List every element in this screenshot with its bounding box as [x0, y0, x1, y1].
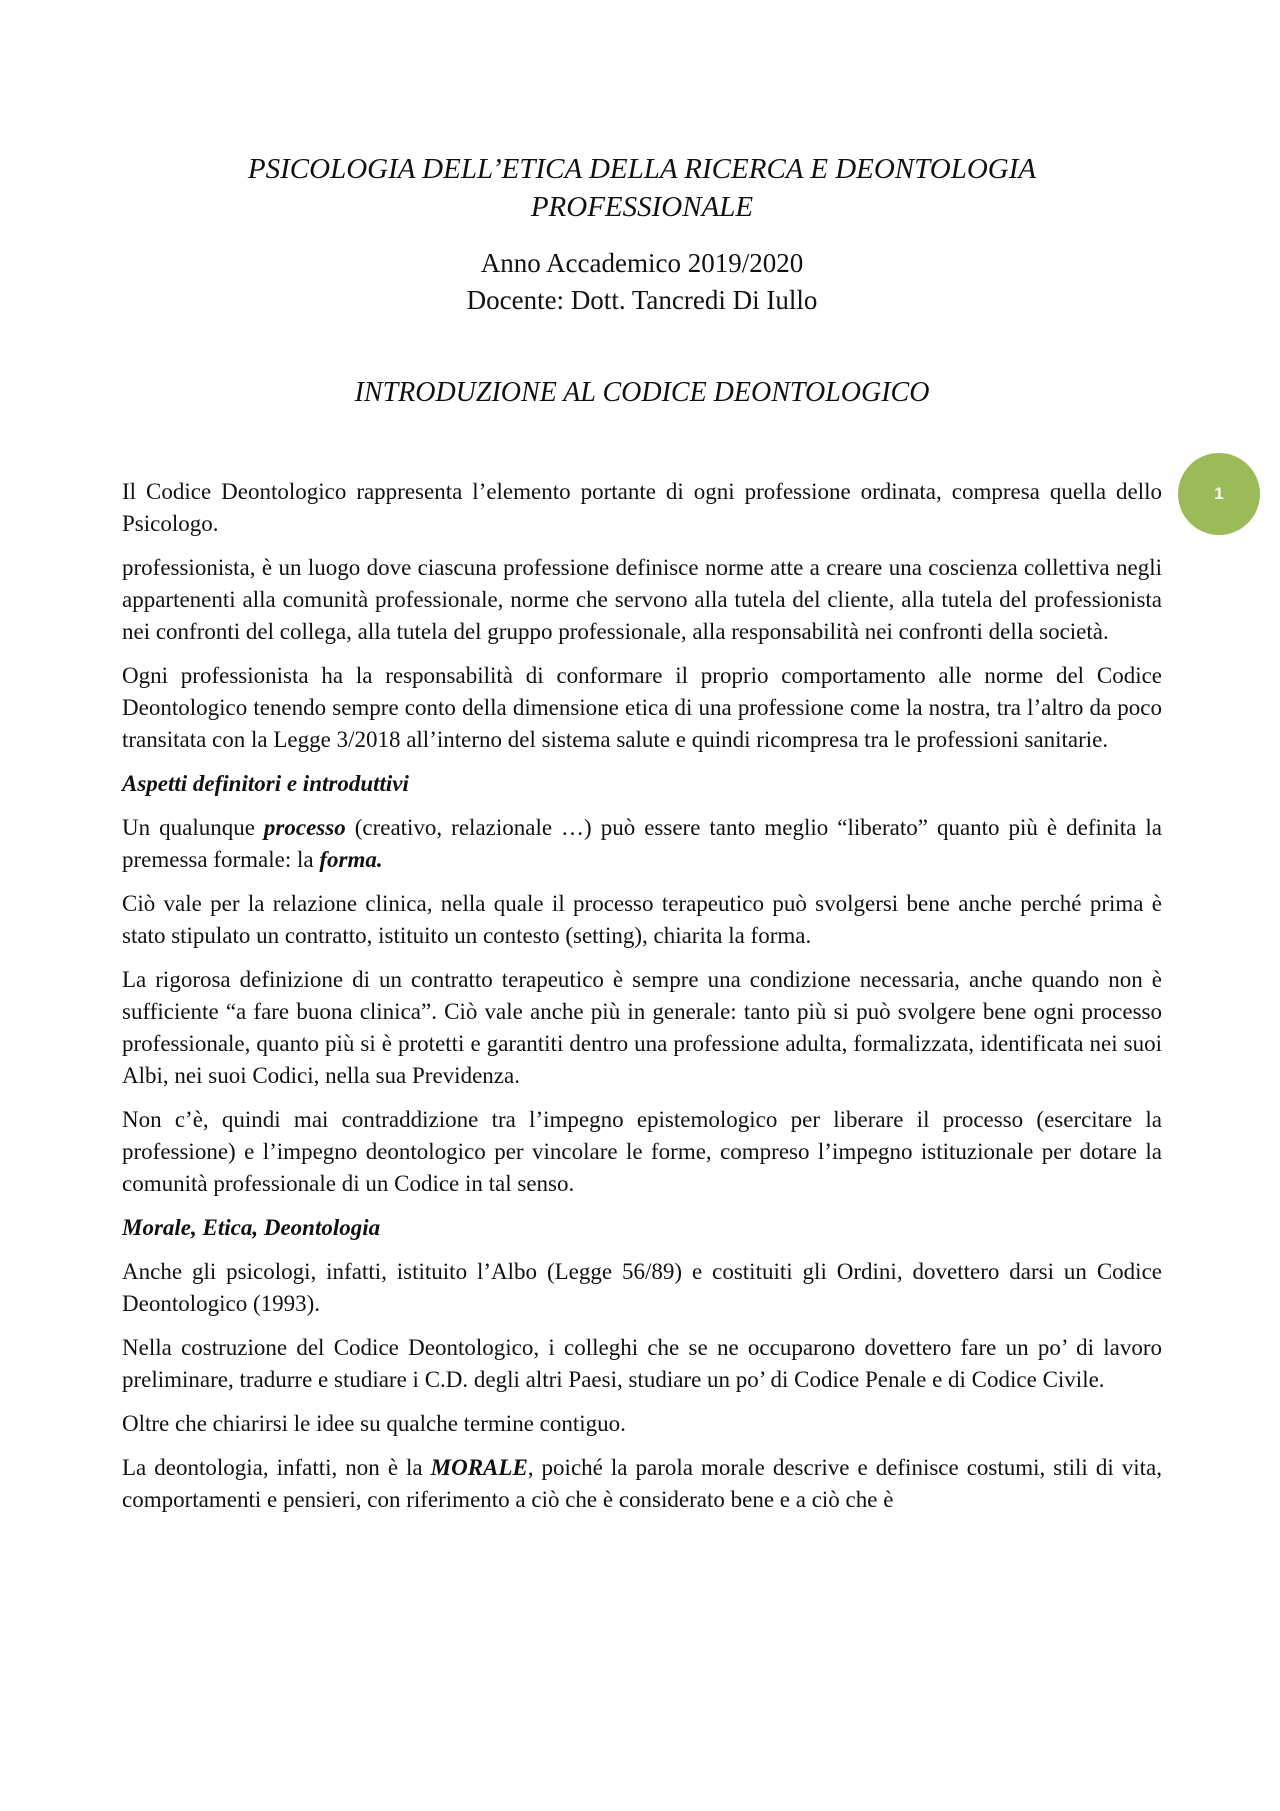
paragraph: Ciò vale per la relazione clinica, nella quale il processo terapeutico può svolgersi bene anche perché prima è stato stipulato un contratto, istituito un contesto (setting), chiarita la forma.	[122, 891, 1162, 948]
paragraph: La rigorosa definizione di un contratto terapeutico è sempre una condizione necessaria, anche quando non è sufficiente “a fare buona clinica”. Ciò vale anche più in generale: tanto più si può svolgere bene ogni processo professionale, quanto più si è protetti e garantiti dentro una professione adulta, formalizzata, identificata nei suoi Albi, nei suoi Codici, nella sua Previdenza.	[122, 967, 1162, 1088]
paragraph: Il Codice Deontologico rappresenta l’elemento portante di ogni professione ordinata, compresa quella dello Psicologo.	[122, 479, 1162, 536]
text-run: (creativo, relazionale …) può essere tanto meglio “liberato” quanto più è definita la premessa formale: la	[122, 815, 1162, 872]
paragraph: professionista, è un luogo dove ciascuna professione definisce norme atte a creare una coscienza collettiva negli appartenenti alla comunità professionale, norme che servono alla tutela del cliente, alla tutela del professionista nei confronti del collega, alla tutela del gruppo professionale, alla responsabilità nei confronti della società.	[122, 555, 1162, 644]
text-run: , poiché la parola morale descrive e definisce costumi, stili di vita, comportamenti e pensieri, con riferimento a ciò che è considerato bene e a ciò che è	[122, 1455, 1162, 1512]
section-heading: Aspetti definitori e introduttivi	[122, 771, 409, 796]
emphasis: forma.	[319, 847, 383, 872]
paragraph: Oltre che chiarirsi le idee su qualche termine contiguo.	[122, 1411, 626, 1436]
paragraph	[122, 812, 1162, 876]
emphasis: processo	[263, 815, 346, 840]
lecturer: Docente: Dott. Tancredi Di Iullo	[466, 285, 818, 315]
academic-year: Anno Accademico 2019/2020	[480, 248, 804, 278]
section-heading: Morale, Etica, Deontologia	[122, 1215, 381, 1240]
paragraph	[122, 1452, 1162, 1516]
paragraph: Ogni professionista ha la responsabilità di conformare il proprio comportamento alle norme del Codice Deontologico tenendo sempre conto della dimensione etica di una professione come la nostra, tra l’altro da poco transitata con la Legge 3/2018 all’interno del sistema salute e quindi ricompresa tra le professioni sanitarie.	[122, 663, 1162, 752]
title-line-1: PSICOLOGIA DELL’ETICA DELLA RICERCA E DEONTOLOGIA	[247, 153, 1037, 185]
paragraph: Anche gli psicologi, infatti, istituito l’Albo (Legge 56/89) e costituiti gli Ordini, dovettero darsi un Codice Deontologico (1993).	[122, 1259, 1162, 1316]
page-number-badge: 1	[1178, 453, 1260, 535]
course-info	[122, 245, 1162, 319]
section-title: INTRODUZIONE AL CODICE DEONTOLOGICO	[354, 377, 930, 408]
document-title	[122, 150, 1162, 226]
body-text	[122, 476, 1162, 1528]
emphasis: MORALE	[430, 1455, 528, 1480]
text-run: La deontologia, infatti, non è la	[122, 1455, 431, 1480]
title-line-2: PROFESSIONALE	[530, 191, 754, 223]
paragraph: Nella costruzione del Codice Deontologico, i colleghi che se ne occuparono dovettero fare un po’ di lavoro preliminare, tradurre e studiare i C.D. degli altri Paesi, studiare un po’ di Codice Penale e di Codice Civile.	[122, 1335, 1162, 1392]
paragraph: Non c’è, quindi mai contraddizione tra l’impegno epistemologico per liberare il processo (esercitare la professione) e l’impegno deontologico per vincolare le forme, compreso l’impegno istituzionale per dotare la comunità professionale di un Codice in tal senso.	[122, 1107, 1162, 1196]
text-run: Un qualunque	[122, 815, 264, 840]
